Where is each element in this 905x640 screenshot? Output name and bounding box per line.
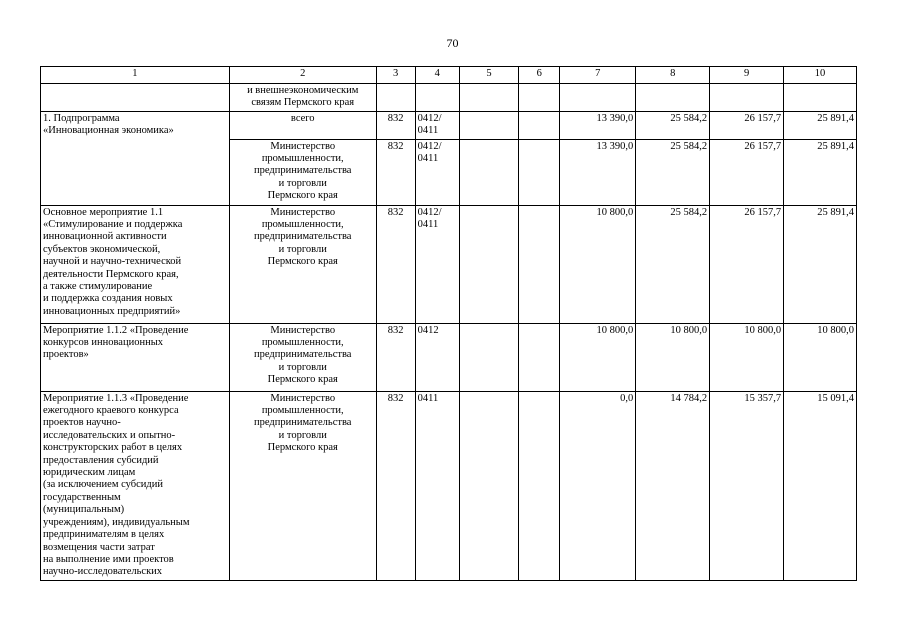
csr-cell bbox=[459, 139, 519, 205]
table-cell bbox=[376, 84, 415, 112]
vr-cell bbox=[519, 111, 560, 139]
rzpr-cell: 0411 bbox=[415, 391, 459, 580]
grbs-cell: 832 bbox=[376, 323, 415, 391]
activity-name: Мероприятие 1.1.3 «Проведение ежегодного краевого конкурса проектов научно- исследовательских и опытно- конструкторских работ в целях предоставления субсидий юридическим лицам (за исключением субсидий государственным (муниципальным) учреждениям), индивидуальным предпринимателям в целях возмещения части затрат на выполнение ими проектов научно-исследовательских bbox=[41, 391, 230, 580]
table-cell bbox=[415, 84, 459, 112]
amount-cell: 26 157,7 bbox=[710, 205, 784, 323]
amount-cell: 10 800,0 bbox=[560, 323, 636, 391]
continuation-row bbox=[41, 84, 857, 112]
table-row bbox=[41, 391, 857, 580]
csr-cell bbox=[459, 111, 519, 139]
amount-cell: 26 157,7 bbox=[710, 139, 784, 205]
amount-cell: 25 584,2 bbox=[636, 111, 710, 139]
column-header: 10 bbox=[784, 67, 857, 84]
budget-table bbox=[40, 66, 857, 581]
table-row bbox=[41, 111, 857, 139]
executor-cell: Министерство промышленности, предпринимательства и торговли Пермского края bbox=[229, 139, 376, 205]
table-cell bbox=[784, 84, 857, 112]
column-header: 1 bbox=[41, 67, 230, 84]
vr-cell bbox=[519, 205, 560, 323]
amount-cell: 25 891,4 bbox=[784, 111, 857, 139]
amount-cell: 0,0 bbox=[560, 391, 636, 580]
table-cell bbox=[519, 84, 560, 112]
column-header: 5 bbox=[459, 67, 519, 84]
amount-cell: 14 784,2 bbox=[636, 391, 710, 580]
amount-cell: 25 891,4 bbox=[784, 205, 857, 323]
amount-cell: 25 891,4 bbox=[784, 139, 857, 205]
executor-cell: Министерство промышленности, предпринимательства и торговли Пермского края bbox=[229, 323, 376, 391]
table-cell bbox=[636, 84, 710, 112]
grbs-cell: 832 bbox=[376, 111, 415, 139]
csr-cell bbox=[459, 205, 519, 323]
executor-cell: Министерство промышленности, предпринимательства и торговли Пермского края bbox=[229, 205, 376, 323]
table-cell bbox=[560, 84, 636, 112]
amount-cell: 26 157,7 bbox=[710, 111, 784, 139]
amount-cell: 25 584,2 bbox=[636, 205, 710, 323]
column-header: 9 bbox=[710, 67, 784, 84]
rzpr-cell: 0412/ 0411 bbox=[415, 139, 459, 205]
amount-cell: 10 800,0 bbox=[560, 205, 636, 323]
amount-cell: 15 357,7 bbox=[710, 391, 784, 580]
table-cell: и внешнеэкономическим связям Пермского края bbox=[229, 84, 376, 112]
rzpr-cell: 0412/ 0411 bbox=[415, 111, 459, 139]
page-number: 70 bbox=[446, 36, 459, 50]
vr-cell bbox=[519, 391, 560, 580]
column-number-row bbox=[41, 67, 857, 84]
table-row bbox=[41, 205, 857, 323]
vr-cell bbox=[519, 323, 560, 391]
column-header: 2 bbox=[229, 67, 376, 84]
executor-cell: Министерство промышленности, предпринимательства и торговли Пермского края bbox=[229, 391, 376, 580]
rzpr-cell: 0412/ 0411 bbox=[415, 205, 459, 323]
amount-cell: 10 800,0 bbox=[636, 323, 710, 391]
amount-cell: 13 390,0 bbox=[560, 111, 636, 139]
table-cell bbox=[710, 84, 784, 112]
column-header: 6 bbox=[519, 67, 560, 84]
column-header: 7 bbox=[560, 67, 636, 84]
amount-cell: 15 091,4 bbox=[784, 391, 857, 580]
activity-name: Основное мероприятие 1.1 «Стимулирование и поддержка инновационной активности субъектов экономической, научной и научно-технической деятельности Пермского края, а также стимулирование и поддержка создания новых инновационных предприятий» bbox=[41, 205, 230, 323]
subprogram-name: 1. Подпрограмма «Инновационная экономика» bbox=[41, 111, 230, 205]
activity-name: Мероприятие 1.1.2 «Проведение конкурсов инновационных проектов» bbox=[41, 323, 230, 391]
vr-cell bbox=[519, 139, 560, 205]
column-header: 4 bbox=[415, 67, 459, 84]
table-cell bbox=[459, 84, 519, 112]
table-cell bbox=[41, 84, 230, 112]
grbs-cell: 832 bbox=[376, 139, 415, 205]
amount-cell: 10 800,0 bbox=[784, 323, 857, 391]
amount-cell: 10 800,0 bbox=[710, 323, 784, 391]
executor-cell: всего bbox=[229, 111, 376, 139]
grbs-cell: 832 bbox=[376, 205, 415, 323]
amount-cell: 25 584,2 bbox=[636, 139, 710, 205]
csr-cell bbox=[459, 323, 519, 391]
column-header: 8 bbox=[636, 67, 710, 84]
csr-cell bbox=[459, 391, 519, 580]
table-row bbox=[41, 323, 857, 391]
amount-cell: 13 390,0 bbox=[560, 139, 636, 205]
column-header: 3 bbox=[376, 67, 415, 84]
rzpr-cell: 0412 bbox=[415, 323, 459, 391]
grbs-cell: 832 bbox=[376, 391, 415, 580]
